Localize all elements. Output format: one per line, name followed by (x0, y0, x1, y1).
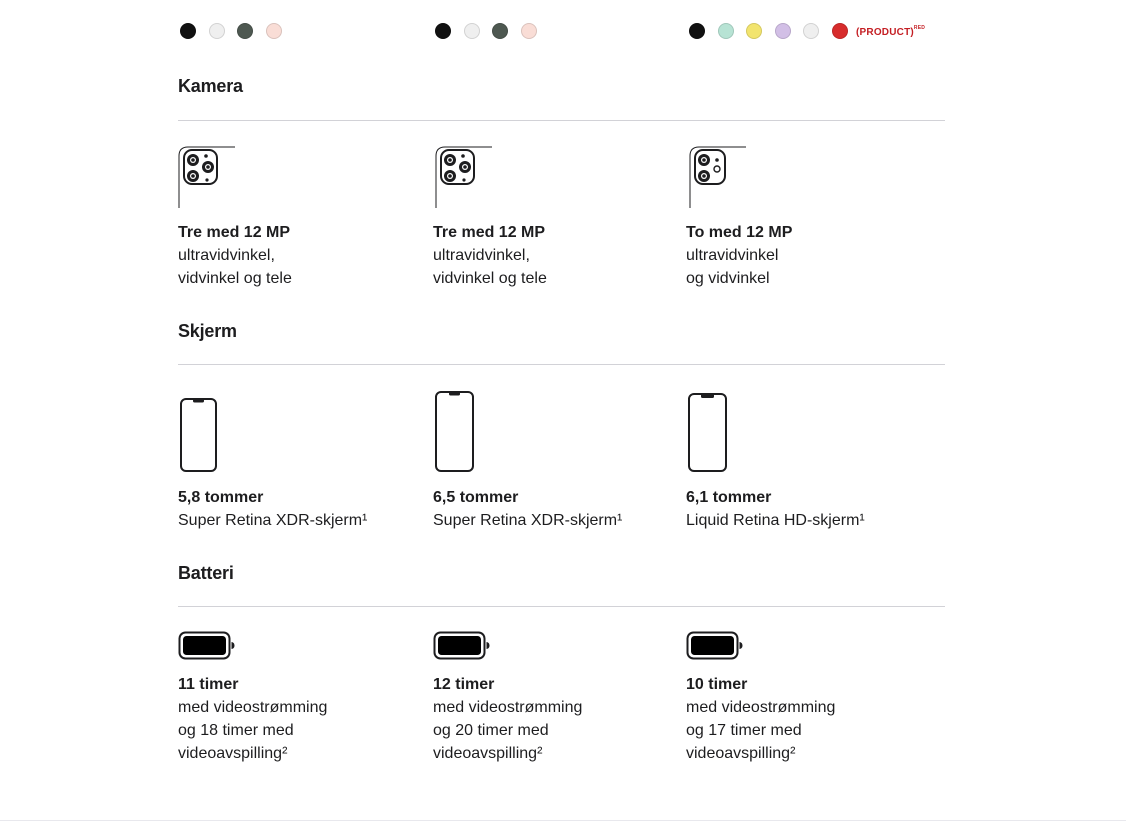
battery-spec-line: videoavspilling² (686, 745, 796, 762)
color-swatch[interactable] (689, 23, 705, 39)
display-spec-lead: 5,8 tommer (178, 489, 264, 506)
display-spec-line: Super Retina XDR-skjerm¹ (433, 512, 623, 529)
battery-icon (686, 631, 744, 661)
camera-spec (433, 221, 547, 290)
color-swatch[interactable] (746, 23, 762, 39)
color-swatch[interactable] (803, 23, 819, 39)
product-red-label: (PRODUCT)$^{RED}$ (856, 24, 926, 38)
battery-spec (178, 673, 327, 765)
camera-spec-line: ultravidvinkel (686, 247, 779, 264)
display-spec (178, 486, 367, 532)
display-spec-lead: 6,1 tommer (686, 489, 772, 506)
battery-spec-line: og 17 timer med (686, 722, 802, 739)
display-spec-line: Super Retina XDR-skjerm¹ (178, 512, 368, 529)
camera-spec-line: ultravidvinkel, (433, 247, 530, 264)
section-title-display: Skjerm (178, 321, 237, 341)
color-swatch[interactable] (237, 23, 253, 39)
color-swatch[interactable] (492, 23, 508, 39)
color-swatch[interactable] (521, 23, 537, 39)
battery-spec-lead: 12 timer (433, 676, 495, 693)
battery-spec-lead: 10 timer (686, 676, 748, 693)
color-swatches-col-3 (689, 22, 925, 40)
color-swatch[interactable] (435, 23, 451, 39)
phone-display-icon (180, 398, 218, 473)
color-swatch[interactable] (266, 23, 282, 39)
battery-spec-line: og 20 timer med (433, 722, 549, 739)
camera-spec-line: ultravidvinkel, (178, 247, 275, 264)
battery-spec-line: videoavspilling² (178, 745, 288, 762)
display-spec-line: Liquid Retina HD-skjerm¹ (686, 512, 865, 529)
battery-spec (433, 673, 582, 765)
camera-spec-line: vidvinkel og tele (178, 270, 292, 287)
color-swatch[interactable] (832, 23, 848, 39)
color-swatch[interactable] (180, 23, 196, 39)
phone-display-icon (688, 393, 728, 473)
battery-spec-line: med videostrømming (178, 699, 328, 716)
battery-spec-line: med videostrømming (686, 699, 836, 716)
camera-spec-line: og vidvinkel (686, 270, 770, 287)
camera-spec (686, 221, 792, 290)
color-swatch[interactable] (775, 23, 791, 39)
color-swatch[interactable] (464, 23, 480, 39)
color-swatch[interactable] (718, 23, 734, 39)
section-title-camera: Kamera (178, 76, 243, 96)
camera-spec (178, 221, 292, 290)
battery-icon (178, 631, 236, 661)
display-spec (686, 486, 865, 532)
battery-spec-line: med videostrømming (433, 699, 583, 716)
camera-spec-lead: To med 12 MP (686, 224, 793, 241)
triple-camera-icon (178, 146, 236, 208)
phone-display-icon (435, 391, 475, 473)
display-spec-lead: 6,5 tommer (433, 489, 519, 506)
divider (178, 120, 945, 121)
camera-spec-lead: Tre med 12 MP (433, 224, 546, 241)
battery-spec-line: og 18 timer med (178, 722, 294, 739)
dual-camera-icon (689, 146, 747, 208)
battery-spec (686, 673, 835, 765)
battery-spec-lead: 11 timer (178, 676, 239, 693)
camera-spec-line: vidvinkel og tele (433, 270, 547, 287)
color-swatch[interactable] (209, 23, 225, 39)
battery-spec-line: videoavspilling² (433, 745, 543, 762)
camera-spec-lead: Tre med 12 MP (178, 224, 291, 241)
page-bottom-rule (0, 820, 1126, 821)
display-spec (433, 486, 622, 532)
color-swatches-col-2 (435, 22, 549, 40)
battery-icon (433, 631, 491, 661)
divider (178, 364, 945, 365)
triple-camera-icon (435, 146, 493, 208)
section-title-battery: Batteri (178, 563, 234, 583)
color-swatches-col-1 (180, 22, 294, 40)
divider (178, 606, 945, 607)
